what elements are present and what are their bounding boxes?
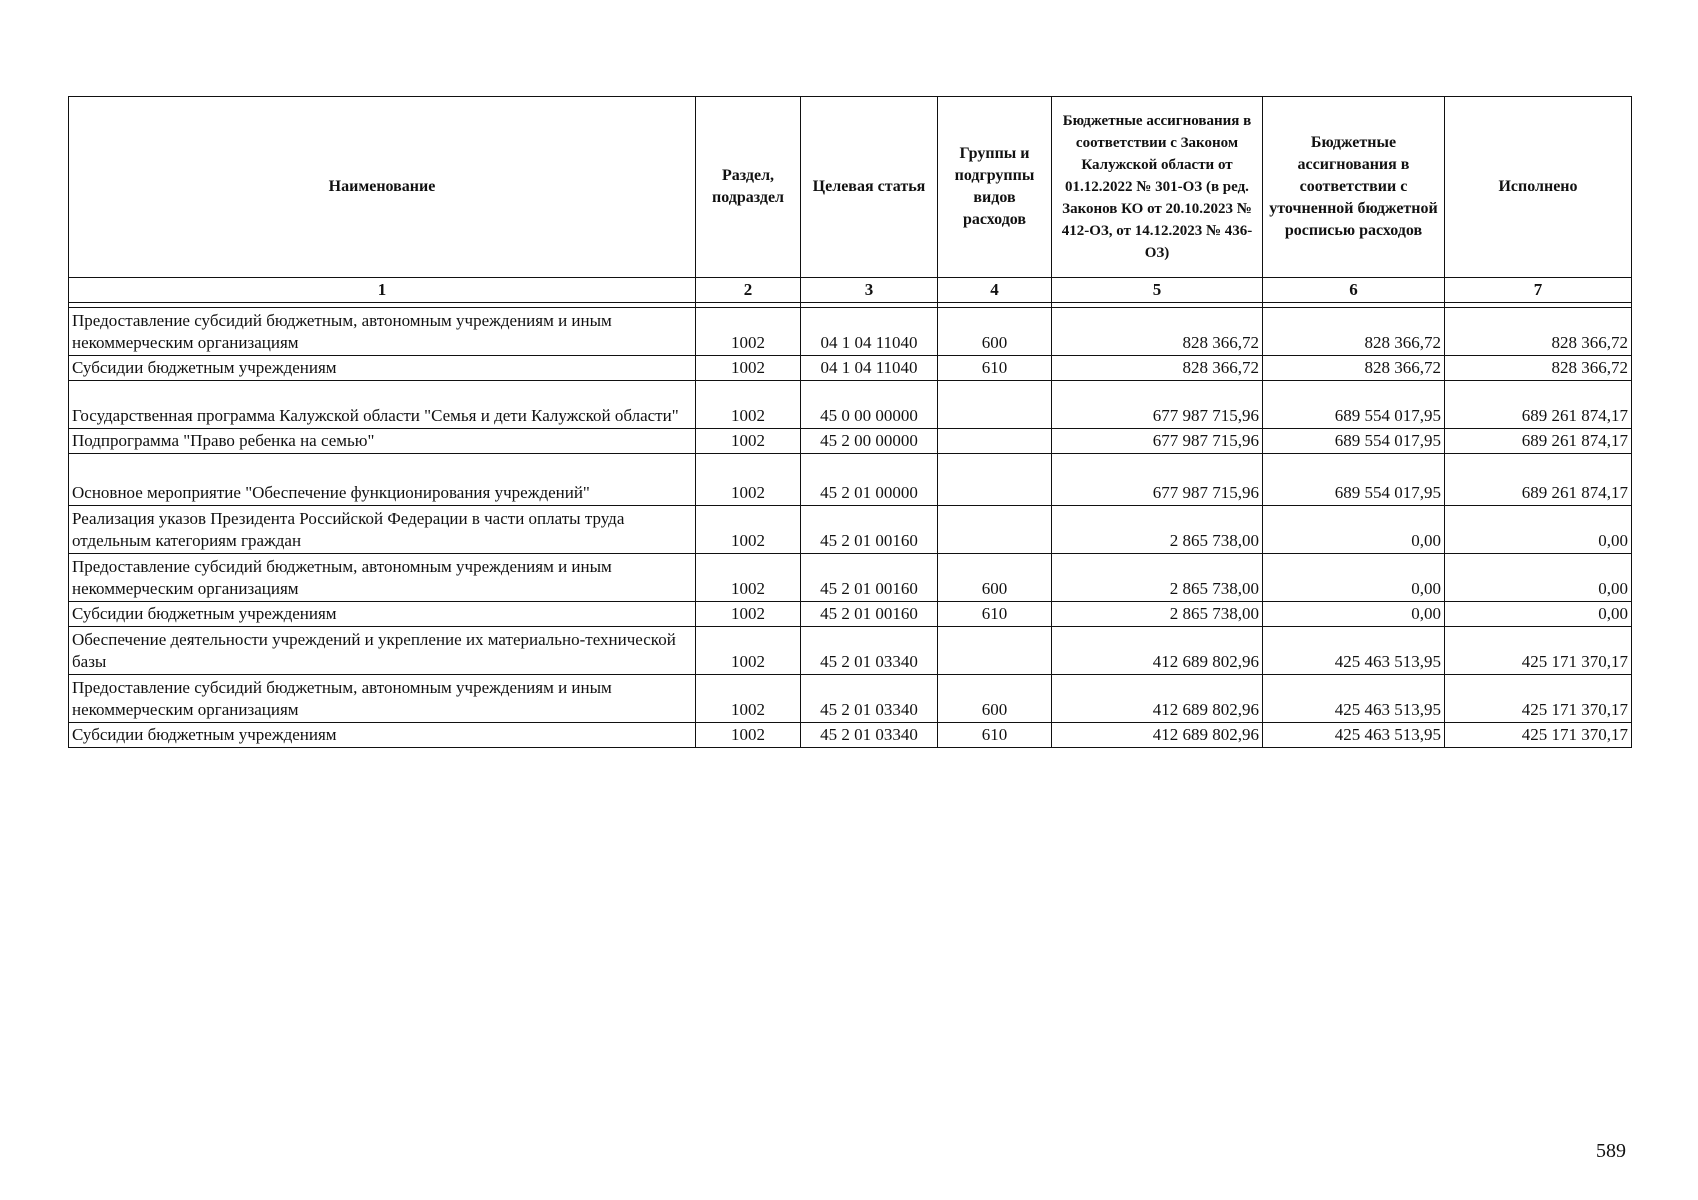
row-group bbox=[938, 454, 1052, 506]
row-group: 600 bbox=[938, 675, 1052, 723]
column-number-row bbox=[69, 278, 1632, 303]
row-group: 610 bbox=[938, 602, 1052, 627]
row-name: Обеспечение деятельности учреждений и укрепление их материально-технической базы bbox=[69, 627, 696, 675]
row-law-amount: 828 366,72 bbox=[1052, 356, 1263, 381]
row-law-amount: 2 865 738,00 bbox=[1052, 506, 1263, 554]
row-law-amount: 2 865 738,00 bbox=[1052, 602, 1263, 627]
row-name: Предоставление субсидий бюджетным, автономным учреждениям и иным некоммерческим организациям bbox=[69, 554, 696, 602]
row-refined-amount: 689 554 017,95 bbox=[1263, 454, 1445, 506]
row-law-amount: 677 987 715,96 bbox=[1052, 381, 1263, 429]
column-number: 1 bbox=[69, 278, 696, 303]
row-section: 1002 bbox=[696, 356, 801, 381]
table-row bbox=[69, 454, 1632, 506]
row-target: 04 1 04 11040 bbox=[801, 308, 938, 356]
row-section: 1002 bbox=[696, 554, 801, 602]
header-expense-group: Группы и подгруппы видов расходов bbox=[938, 97, 1052, 278]
table-row bbox=[69, 506, 1632, 554]
row-name: Субсидии бюджетным учреждениям bbox=[69, 602, 696, 627]
row-name: Основное мероприятие "Обеспечение функционирования учреждений" bbox=[69, 454, 696, 506]
column-number: 5 bbox=[1052, 278, 1263, 303]
row-target: 45 2 01 03340 bbox=[801, 723, 938, 748]
header-name: Наименование bbox=[69, 97, 696, 278]
row-section: 1002 bbox=[696, 381, 801, 429]
row-executed-amount: 828 366,72 bbox=[1445, 308, 1632, 356]
row-law-amount: 828 366,72 bbox=[1052, 308, 1263, 356]
header-refined-allocation: Бюджетные ассигнования в соответствии с уточненной бюджетной росписью расходов bbox=[1263, 97, 1445, 278]
column-number: 3 bbox=[801, 278, 938, 303]
row-law-amount: 412 689 802,96 bbox=[1052, 627, 1263, 675]
table-row bbox=[69, 554, 1632, 602]
row-refined-amount: 0,00 bbox=[1263, 506, 1445, 554]
row-name: Государственная программа Калужской области "Семья и дети Калужской области" bbox=[69, 381, 696, 429]
row-name: Субсидии бюджетным учреждениям bbox=[69, 723, 696, 748]
row-target: 45 2 01 00160 bbox=[801, 602, 938, 627]
row-refined-amount: 425 463 513,95 bbox=[1263, 627, 1445, 675]
row-name: Предоставление субсидий бюджетным, автономным учреждениям и иным некоммерческим организациям bbox=[69, 308, 696, 356]
row-executed-amount: 0,00 bbox=[1445, 602, 1632, 627]
row-refined-amount: 425 463 513,95 bbox=[1263, 675, 1445, 723]
column-number: 6 bbox=[1263, 278, 1445, 303]
row-name: Реализация указов Президента Российской Федерации в части оплаты труда отдельным категориям граждан bbox=[69, 506, 696, 554]
row-section: 1002 bbox=[696, 429, 801, 454]
row-section: 1002 bbox=[696, 308, 801, 356]
row-group: 610 bbox=[938, 723, 1052, 748]
column-number: 4 bbox=[938, 278, 1052, 303]
table-row bbox=[69, 675, 1632, 723]
row-section: 1002 bbox=[696, 627, 801, 675]
row-law-amount: 677 987 715,96 bbox=[1052, 429, 1263, 454]
column-number: 7 bbox=[1445, 278, 1632, 303]
header-executed: Исполнено bbox=[1445, 97, 1632, 278]
table-row bbox=[69, 356, 1632, 381]
row-refined-amount: 828 366,72 bbox=[1263, 308, 1445, 356]
row-section: 1002 bbox=[696, 723, 801, 748]
table-row bbox=[69, 429, 1632, 454]
column-number: 2 bbox=[696, 278, 801, 303]
row-target: 45 2 00 00000 bbox=[801, 429, 938, 454]
row-executed-amount: 425 171 370,17 bbox=[1445, 627, 1632, 675]
row-law-amount: 412 689 802,96 bbox=[1052, 675, 1263, 723]
header-law-allocation: Бюджетные ассигнования в соответствии с Законом Калужской области от 01.12.2022 № 301-ОЗ (в ред. Законов КО от 20.10.2023 № 412-ОЗ, от 14.12.2023 № 436-ОЗ) bbox=[1052, 97, 1263, 278]
row-section: 1002 bbox=[696, 602, 801, 627]
row-group bbox=[938, 627, 1052, 675]
table-row bbox=[69, 602, 1632, 627]
row-name: Предоставление субсидий бюджетным, автономным учреждениям и иным некоммерческим организациям bbox=[69, 675, 696, 723]
row-group: 600 bbox=[938, 308, 1052, 356]
row-executed-amount: 689 261 874,17 bbox=[1445, 429, 1632, 454]
table-row bbox=[69, 723, 1632, 748]
row-executed-amount: 689 261 874,17 bbox=[1445, 454, 1632, 506]
row-refined-amount: 828 366,72 bbox=[1263, 356, 1445, 381]
row-executed-amount: 425 171 370,17 bbox=[1445, 723, 1632, 748]
row-target: 04 1 04 11040 bbox=[801, 356, 938, 381]
row-law-amount: 677 987 715,96 bbox=[1052, 454, 1263, 506]
budget-table bbox=[68, 96, 1632, 748]
row-target: 45 0 00 00000 bbox=[801, 381, 938, 429]
row-section: 1002 bbox=[696, 454, 801, 506]
row-law-amount: 412 689 802,96 bbox=[1052, 723, 1263, 748]
row-refined-amount: 0,00 bbox=[1263, 554, 1445, 602]
row-name: Субсидии бюджетным учреждениям bbox=[69, 356, 696, 381]
row-group: 600 bbox=[938, 554, 1052, 602]
header-row bbox=[69, 97, 1632, 278]
row-name: Подпрограмма "Право ребенка на семью" bbox=[69, 429, 696, 454]
row-section: 1002 bbox=[696, 675, 801, 723]
row-executed-amount: 425 171 370,17 bbox=[1445, 675, 1632, 723]
table-row bbox=[69, 308, 1632, 356]
row-executed-amount: 0,00 bbox=[1445, 554, 1632, 602]
row-group: 610 bbox=[938, 356, 1052, 381]
row-target: 45 2 01 00160 bbox=[801, 554, 938, 602]
row-target: 45 2 01 00000 bbox=[801, 454, 938, 506]
row-target: 45 2 01 03340 bbox=[801, 627, 938, 675]
row-group bbox=[938, 429, 1052, 454]
row-target: 45 2 01 00160 bbox=[801, 506, 938, 554]
row-section: 1002 bbox=[696, 506, 801, 554]
row-refined-amount: 689 554 017,95 bbox=[1263, 381, 1445, 429]
row-executed-amount: 828 366,72 bbox=[1445, 356, 1632, 381]
table-row bbox=[69, 381, 1632, 429]
row-target: 45 2 01 03340 bbox=[801, 675, 938, 723]
row-refined-amount: 689 554 017,95 bbox=[1263, 429, 1445, 454]
page-number: 589 bbox=[1596, 1140, 1626, 1162]
row-executed-amount: 0,00 bbox=[1445, 506, 1632, 554]
row-refined-amount: 0,00 bbox=[1263, 602, 1445, 627]
header-section: Раздел, подраздел bbox=[696, 97, 801, 278]
table-row bbox=[69, 627, 1632, 675]
row-group bbox=[938, 506, 1052, 554]
row-executed-amount: 689 261 874,17 bbox=[1445, 381, 1632, 429]
row-group bbox=[938, 381, 1052, 429]
row-law-amount: 2 865 738,00 bbox=[1052, 554, 1263, 602]
header-target-article: Целевая статья bbox=[801, 97, 938, 278]
row-refined-amount: 425 463 513,95 bbox=[1263, 723, 1445, 748]
